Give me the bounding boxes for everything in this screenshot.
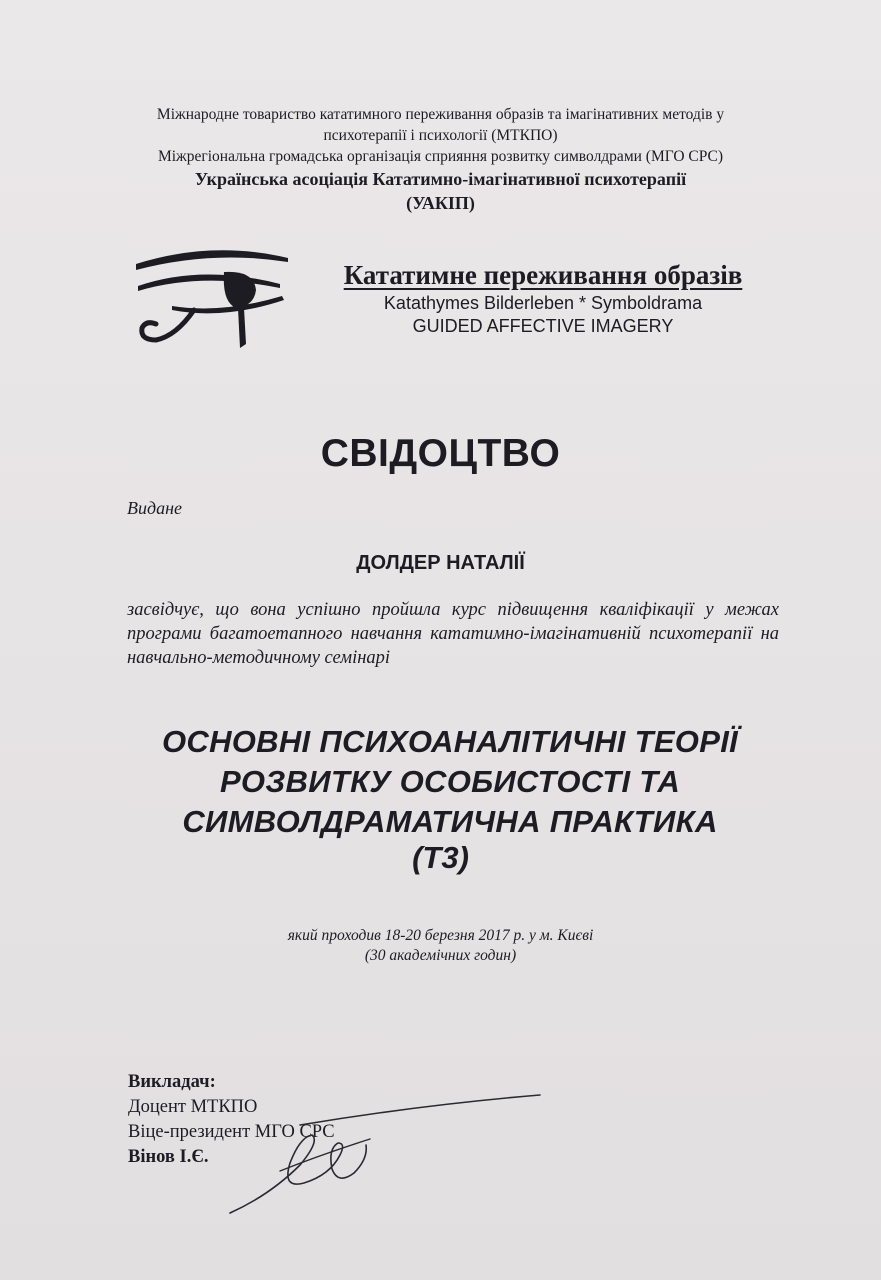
teacher-position-1: Доцент МТКПО xyxy=(128,1097,258,1117)
teacher-position-2: Віце-президент МГО СРС xyxy=(128,1122,335,1142)
certificate-title: СВІДОЦТВО xyxy=(320,432,561,475)
org2-line: Міжрегіональна громадська організація сприяння розвитку символдрами (МГО СРС) xyxy=(157,148,724,165)
teacher-name: Вінов І.Є. xyxy=(128,1147,209,1167)
org1-line1: Міжнародне товариство кататимного переживання образів та імагінативних методів у xyxy=(156,106,725,123)
course-code: (Т3) xyxy=(412,840,469,875)
issued-label: Видане xyxy=(127,498,183,518)
teacher-label: Викладач: xyxy=(128,1072,216,1092)
certificate-statement: засвідчує, що вона успішно пройшла курс підвищення кваліфікації у межах програми багатоетапного навчання кататимно-імагінативній психотерапії на навчально-методичному семінарі xyxy=(127,600,779,668)
org1-line2: психотерапії і психології (МТКПО) xyxy=(323,127,558,144)
logo-text xyxy=(318,258,768,338)
course-title-line-1: ОСНОВНІ ПСИХОАНАЛІТИЧНІ ТЕОРІЇ xyxy=(161,724,739,759)
logo-title: Кататимне переживання образів xyxy=(343,260,743,290)
org3-line1: Українська асоціація Кататимно-імагінативної психотерапії xyxy=(194,169,687,189)
eye-of-horus-icon xyxy=(132,244,292,356)
course-date-location: який проходив 18-20 березня 2017 р. у м. Києві xyxy=(287,927,594,944)
course-hours: (30 академічних годин) xyxy=(364,947,517,964)
logo-subtitle-1: Katathymes Bilderleben * Symboldrama xyxy=(383,293,703,313)
organizations-header xyxy=(0,104,881,215)
course-details xyxy=(0,926,881,966)
recipient-name: ДОЛДЕР НАТАЛІЇ xyxy=(356,552,525,574)
org3-line2: (УАКІП) xyxy=(406,193,475,213)
course-title-line-2: РОЗВИТКУ ОСОБИСТОСТІ ТА xyxy=(219,764,681,799)
course-title xyxy=(100,722,800,842)
course-title-line-3: СИМВОЛДРАМАТИЧНА ПРАКТИКА xyxy=(182,804,718,839)
logo-subtitle-2: GUIDED AFFECTIVE IMAGERY xyxy=(412,316,674,336)
handwritten-signature xyxy=(220,1085,580,1225)
